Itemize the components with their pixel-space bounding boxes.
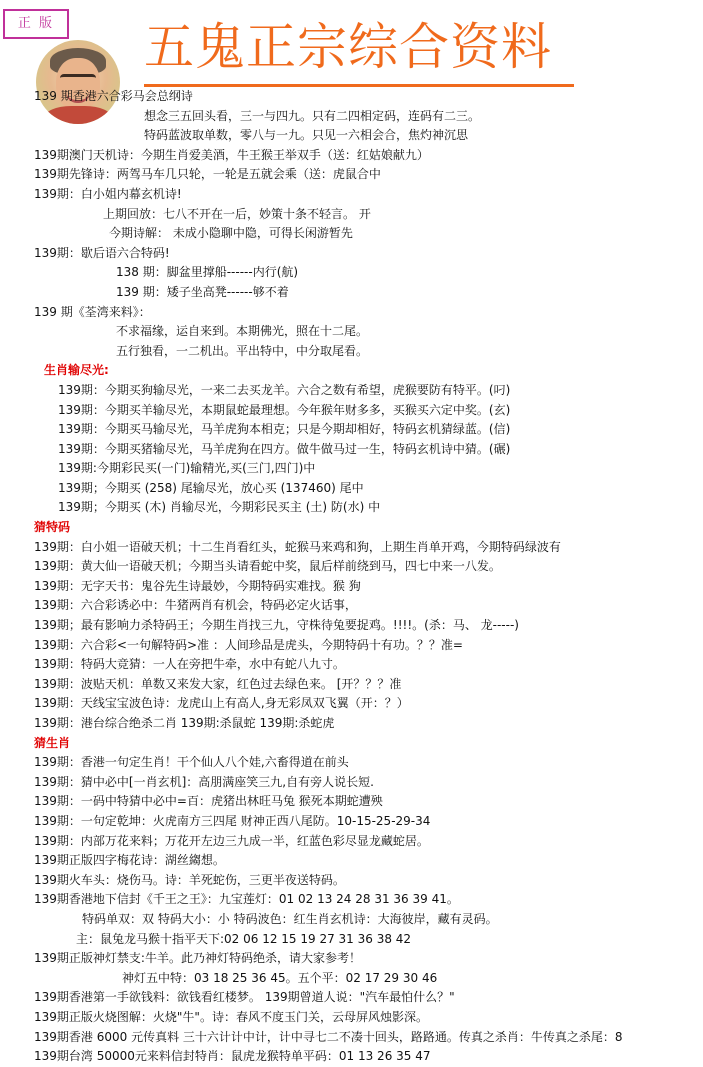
text-line: 139期：一句定乾坤：火虎南方三四尾 财神正西八尾防。10-15-25-29-34 — [34, 813, 431, 828]
authentic-badge: 正 版 — [3, 9, 69, 39]
document-body — [0, 87, 703, 1067]
text-line: 139 期：矮子坐高凳------够不着 — [116, 284, 289, 299]
text-line: 上期回放：七八不开在一后，妙策十条不轻言。 开 — [103, 206, 371, 221]
text-line: 139期：天线宝宝波色诗：龙虎山上有高人,身无彩凤双飞翼（开：？） — [34, 696, 409, 711]
text-line: 139期：六合彩<一句解特码>准 ：人间珍品是虎头，今期特码十有功。？？准= — [34, 637, 463, 652]
text-line: 139 期香港六合彩马会总纲诗 — [34, 89, 193, 103]
text-line: 139期：内部万花来料；万花开左边三九成一半，红蓝色彩尽显龙藏蛇居。 — [34, 833, 429, 848]
text-line: 139期：今期买猪输尽光，马羊虎狗在四方。做牛做马过一生，特码玄机诗中猜。(碾) — [58, 441, 511, 456]
text-line: 想念三五回头看，三一与四九。只有二四相定码，连码有二三。 — [144, 108, 481, 123]
text-line: 139期：白小姐内幕玄机诗! — [34, 186, 182, 201]
text-line: 138 期：脚盆里撑船------内行(航) — [116, 265, 299, 280]
text-line: 139期：港台综合绝杀二肖 139期:杀鼠蛇 139期:杀蛇虎 — [34, 716, 335, 730]
text-line: 139期：波贴天机：单数又来发大家，红色过去绿色来。 [开？？？准 — [34, 676, 402, 691]
text-line: 139期：无字天书：鬼谷先生诗最妙，今期特码实难找。猴 狗 — [34, 578, 361, 593]
text-line: 139期香港地下信封《千王之王》：九宝莲灯：01 02 13 24 28 31 36 39 41。 — [34, 892, 459, 907]
text-line: 139期；最有影响力杀特码王；今期生肖找三九，守株待兔要捉鸡。!!!!。(杀：马、 龙-----) — [34, 618, 519, 633]
text-line: 主：鼠兔龙马猴十指平天下:02 06 12 15 19 27 31 36 38 42 — [76, 931, 412, 946]
text-line: 139 期《荃湾来料》： — [34, 304, 151, 319]
text-line: 神灯五中特：03 18 25 36 45。五个平：02 17 29 30 46 — [122, 970, 438, 985]
text-line: 139期：今期买羊输尽光，本期鼠蛇最理想。今年猴年财多多，买猴买六定中奖。(玄) — [58, 402, 511, 417]
text-line: 139期澳门天机诗：今期生肖爱美酒，牛王猴王举双手（送：红姑娘献九） — [34, 147, 429, 162]
text-line: 特码蓝波取单数，零八与一九。只见一六相会合，焦灼神沉思 — [144, 128, 469, 143]
text-line: 139期火车头：烧伤马。诗：羊死蛇伤，三更半夜送特码。 — [34, 872, 345, 887]
text-line: 139期：六合彩诱必中：牛猪两肖有机会，特码必定火话事， — [34, 598, 357, 613]
text-line: 139期正版四字梅花诗：湖丝縐想。 — [34, 853, 225, 868]
text-line: 不求福缘，运自来到。本期佛光，照在十二尾。 — [116, 324, 369, 339]
section-heading-shengxiao2: 猜生肖 — [34, 735, 71, 750]
section-heading-tema: 猜特码 — [34, 520, 71, 535]
text-line: 139期：一码中特猜中必中=百：虎猪出林旺马兔 猴死本期蛇遭殃 — [34, 794, 383, 809]
text-line: 今期诗解： 未成小隐聊中隐，可得长闲游暂先 — [109, 226, 353, 241]
text-line: 139期：今期买狗输尽光，一来二去买龙羊。六合之数有希望，虎猴要防有特平。(叼) — [58, 382, 511, 397]
text-line: 特码单双：双 特码大小：小 特码波色：红生肖玄机诗：大海彼岸，藏有灵码。 — [82, 911, 498, 926]
text-line: 139期：黄大仙一语破天机；今期当头请看蛇中奖，鼠后样前绕到马，四七中来一八发。 — [34, 559, 501, 574]
text-line: 139期；今期买 (258) 尾输尽光，放心买 (137460) 尾中 — [58, 480, 364, 495]
text-line: 139期：特码大竞猜：一人在旁把牛牵，水中有蛇八九寸。 — [34, 657, 345, 672]
text-line: 五行独看，一二机出。平出特中，中分取尾看。 — [116, 343, 369, 358]
text-line: 139期先锋诗：两驾马车几只轮，一轮是五就会乘（送：虎鼠合中 — [34, 167, 381, 182]
page-title: 五鬼正宗综合资料 — [144, 14, 574, 87]
text-line: 139期：香港一句定生肖！干个仙人八个娃,六畜得道在前头 — [34, 755, 349, 770]
text-line: 139期正版神灯禁支:牛羊。此乃神灯特码绝杀，请大家参考！ — [34, 951, 361, 966]
section-heading-shengxiao: 生肖输尽光: — [44, 363, 109, 378]
text-line: 139期：歇后语六合特码! — [34, 245, 170, 260]
text-line: 139期：白小姐一语破天机；十二生肖看红头，蛇猴马来鸡和狗，上期生肖单开鸡，今期特码绿波有 — [34, 539, 561, 554]
text-line: 139期台湾 50000元来料信封特肖：鼠虎龙猴特单平码：01 13 26 35 47 — [34, 1049, 431, 1064]
text-line: 139期香港 6000 元传真料 三十六计计中计，计中寻七二不凑十回头，路路通。传真之杀肖：牛传真之杀尾：8 — [34, 1029, 623, 1044]
text-line: 139期正版火烧图解：火烧"牛"。诗：春风不度玉门关，云母屏风烛影深。 — [34, 1009, 428, 1024]
text-line: 139期:今期彩民买(一门)输精光,买(三门,四门)中 — [58, 461, 316, 476]
text-line: 139期香港第一手欲钱料：欲钱看红楼梦。 139期曾道人说："汽车最怕什么？" — [34, 990, 455, 1005]
text-line: 139期；今期买 (木) 肖输尽光，今期彩民买主 (土) 防(水) 中 — [58, 500, 381, 515]
text-line: 139期：今期买马输尽光，马羊虎狗本相克；只是今期却相好，特码玄机猜绿蓝。(信) — [58, 422, 511, 437]
text-line: 139期：猜中必中[一肖玄机]：高朋满座笑三九,自有旁人说长短. — [34, 774, 374, 789]
